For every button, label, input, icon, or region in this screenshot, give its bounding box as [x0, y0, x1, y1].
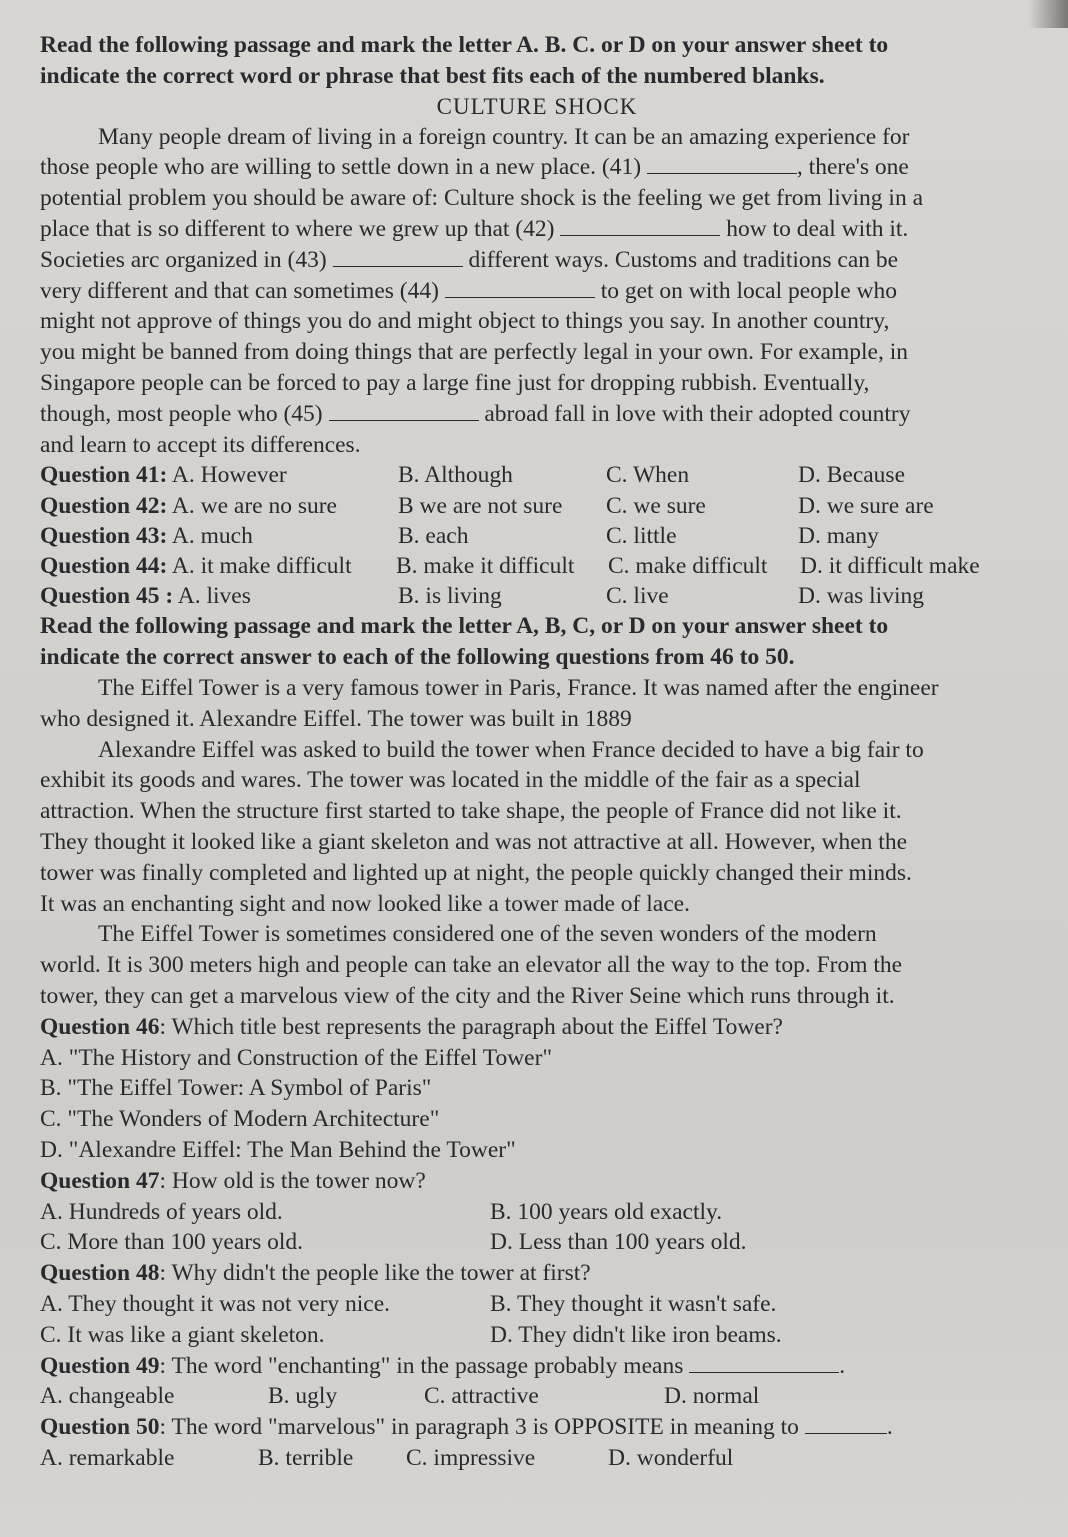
passage-line: might not approve of things you do and might object to things you say. In another country,	[40, 308, 890, 335]
cloze-questions	[40, 460, 1034, 611]
question-tail: .	[886, 1414, 893, 1441]
passage-line	[40, 152, 1034, 183]
question-stem	[40, 1166, 1034, 1197]
option-d: D. Because	[798, 462, 906, 489]
question-label: Question 48	[40, 1260, 160, 1287]
instructions-part-1	[40, 30, 1034, 92]
question-row-43	[40, 521, 1034, 551]
answer-blank-45	[329, 419, 479, 421]
option-a: A. it make difficult	[171, 552, 352, 579]
option-a: A. They thought it was not very nice.	[40, 1290, 391, 1317]
question-cell	[40, 581, 398, 611]
question-stem	[40, 1258, 1034, 1289]
option-c: C. we sure	[606, 492, 706, 519]
passage-line: It was an enchanting sight and now looked like a tower made of lace.	[40, 890, 690, 917]
passage-text: though, most people who (45)	[40, 400, 323, 427]
option-c: C. attractive	[424, 1383, 539, 1410]
option-c: C. More than 100 years old.	[40, 1229, 304, 1256]
question-cell	[40, 521, 398, 551]
option-d: D. it difficult make	[800, 552, 980, 579]
option-row	[40, 1381, 1034, 1412]
option-b: B we are not sure	[398, 492, 563, 519]
option-b: B. each	[398, 522, 469, 549]
question-stem	[40, 1412, 1034, 1443]
question-label: Question 43:	[40, 522, 168, 549]
instruction-line: Read the following passage and mark the letter A, B, C, or D on your answer sheet to	[40, 613, 889, 640]
question-text: : How old is the tower now?	[159, 1167, 426, 1194]
passage-text: , there's one	[796, 154, 909, 181]
passage-line: The Eiffel Tower is sometimes considered one of the seven wonders of the modern	[98, 921, 877, 948]
question-50	[40, 1412, 1034, 1474]
option-a: A. much	[171, 522, 253, 549]
question-label: Question 50	[40, 1414, 160, 1441]
option-c: C. little	[606, 522, 677, 549]
question-cell	[40, 551, 396, 581]
option-c: C. live	[606, 583, 669, 610]
passage-line: you might be banned from doing things that are perfectly legal in your own. For example, in	[40, 339, 908, 366]
question-row-42	[40, 491, 1034, 521]
option-a: A. changeable	[40, 1383, 175, 1410]
answer-blank-42	[560, 234, 720, 236]
question-label: Question 45 :	[40, 583, 174, 610]
page-corner-shadow	[1028, 0, 1068, 28]
passage-line: and learn to accept its differences.	[40, 431, 361, 458]
question-text: : The word "enchanting" in the passage probably means	[159, 1352, 684, 1379]
answer-blank-44	[445, 296, 595, 298]
passage-line	[40, 276, 1034, 307]
question-text: : The word "marvelous" in paragraph 3 is OPPOSITE in meaning to	[159, 1414, 799, 1441]
option-row	[40, 1289, 1034, 1320]
passage-text: Societies arc organized in (43)	[40, 246, 327, 273]
instruction-line: Read the following passage and mark the letter A. B. C. or D on your answer sheet to	[40, 32, 889, 58]
question-text: : Which title best represents the paragraph about the Eiffel Tower?	[159, 1013, 783, 1040]
passage-line: Singapore people can be forced to pay a large fine just for dropping rubbish. Eventually,	[40, 369, 870, 396]
option-b: B. ugly	[268, 1383, 338, 1410]
passage-text: place that is so different to where we grew up that (42)	[40, 215, 555, 242]
option-d: D. "Alexandre Eiffel: The Man Behind the Tower"	[40, 1136, 516, 1163]
passage-line: Many people dream of living in a foreign country. It can be an amazing experience for	[98, 123, 910, 150]
instructions-part-2	[40, 611, 1034, 673]
option-a: A. lives	[177, 583, 251, 610]
option-b: B. 100 years old exactly.	[490, 1198, 723, 1225]
option-d: D. normal	[664, 1383, 760, 1410]
option-a: A. Hundreds of years old.	[40, 1198, 283, 1225]
option-b: B. make it difficult	[396, 552, 575, 579]
option-row	[40, 1197, 1034, 1228]
question-49	[40, 1351, 1034, 1413]
option-c: C. impressive	[406, 1444, 536, 1471]
passage-text: how to deal with it.	[726, 215, 909, 242]
instruction-line: indicate the correct word or phrase that best fits each of the numbered blanks.	[40, 62, 825, 89]
passage-culture-shock	[40, 122, 1034, 461]
passage-line: potential problem you should be aware of: Culture shock is the feeling we get from living in a	[40, 185, 923, 212]
passage-text: different ways. Customs and traditions can be	[468, 246, 899, 273]
option-a: A. "The History and Construction of the Eiffel Tower"	[40, 1044, 553, 1071]
option-d: D. Less than 100 years old.	[490, 1229, 747, 1256]
option-row	[40, 1443, 1034, 1474]
passage-line	[40, 245, 1034, 276]
question-label: Question 42:	[40, 492, 168, 519]
question-stem	[40, 1351, 1034, 1382]
answer-blank-49	[689, 1371, 839, 1373]
passage-line: who designed it. Alexandre Eiffel. The tower was built in 1889	[40, 705, 632, 732]
question-label: Question 47	[40, 1167, 160, 1194]
passage-text: very different and that can sometimes (44)	[40, 277, 439, 304]
question-label: Question 46	[40, 1013, 160, 1040]
question-label: Question 44:	[40, 552, 168, 579]
question-46	[40, 1012, 1034, 1166]
answer-blank-50	[805, 1432, 887, 1434]
option-b: B. "The Eiffel Tower: A Symbol of Paris"	[40, 1075, 432, 1102]
question-47	[40, 1166, 1034, 1258]
option-c: C. "The Wonders of Modern Architecture"	[40, 1106, 440, 1133]
option-d: D. was living	[798, 583, 924, 610]
option-d: D. we sure are	[798, 492, 934, 519]
question-stem	[40, 1012, 1034, 1043]
passage-eiffel-tower	[40, 673, 1034, 1012]
option-d: D. many	[798, 522, 879, 549]
option-d: D. They didn't like iron beams.	[490, 1321, 782, 1348]
question-label: Question 49	[40, 1352, 160, 1379]
question-row-41	[40, 460, 1034, 490]
option-b: B. They thought it wasn't safe.	[490, 1290, 777, 1317]
option-c: C. It was like a giant skeleton.	[40, 1321, 325, 1348]
passage-line: exhibit its goods and wares. The tower was located in the middle of the fair as a special	[40, 767, 861, 794]
passage-line: world. It is 300 meters high and people can take an elevator all the way to the top. From the	[40, 952, 903, 979]
passage-line: The Eiffel Tower is a very famous tower in Paris, France. It was named after the engineer	[98, 674, 939, 701]
passage-text: to get on with local people who	[600, 277, 897, 304]
passage-line: Alexandre Eiffel was asked to build the tower when France decided to have a big fair to	[98, 736, 924, 763]
option-a: A. we are no sure	[171, 492, 337, 519]
option-c: C. When	[606, 462, 690, 489]
question-label: Question 41:	[40, 462, 168, 489]
question-tail: .	[839, 1352, 846, 1379]
question-48	[40, 1258, 1034, 1350]
passage-line: They thought it looked like a giant skeleton and was not attractive at all. However, when the	[40, 828, 907, 855]
passage-line: tower was finally completed and lighted up at night, the people quickly changed their minds.	[40, 859, 912, 886]
answer-blank-41	[647, 172, 797, 174]
passage-line: attraction. When the structure first started to take shape, the people of France did not like it.	[40, 798, 902, 825]
option-a: A. remarkable	[40, 1444, 175, 1471]
passage-title: CULTURE SHOCK	[436, 93, 638, 119]
passage-text: abroad fall in love with their adopted country	[484, 400, 911, 427]
option-d: D. wonderful	[608, 1444, 734, 1471]
question-row-45	[40, 581, 1034, 611]
option-b: B. Although	[398, 462, 513, 489]
instruction-line: indicate the correct answer to each of the following questions from 46 to 50.	[40, 644, 795, 671]
passage-text: those people who are willing to settle down in a new place. (41)	[40, 154, 642, 181]
passage-line: tower, they can get a marvelous view of the city and the River Seine which runs through it.	[40, 982, 895, 1009]
option-a: A. However	[171, 462, 287, 489]
option-row	[40, 1320, 1034, 1351]
passage-line	[40, 399, 1034, 430]
option-row	[40, 1227, 1034, 1258]
answer-blank-43	[333, 265, 463, 267]
option-b: B. is living	[398, 583, 502, 610]
question-cell	[40, 460, 398, 490]
option-c: C. make difficult	[608, 552, 768, 579]
option-b: B. terrible	[258, 1444, 354, 1471]
question-row-44	[40, 551, 1034, 581]
passage-line	[40, 214, 1034, 245]
question-cell	[40, 491, 398, 521]
question-text: : Why didn't the people like the tower at first?	[159, 1260, 591, 1287]
